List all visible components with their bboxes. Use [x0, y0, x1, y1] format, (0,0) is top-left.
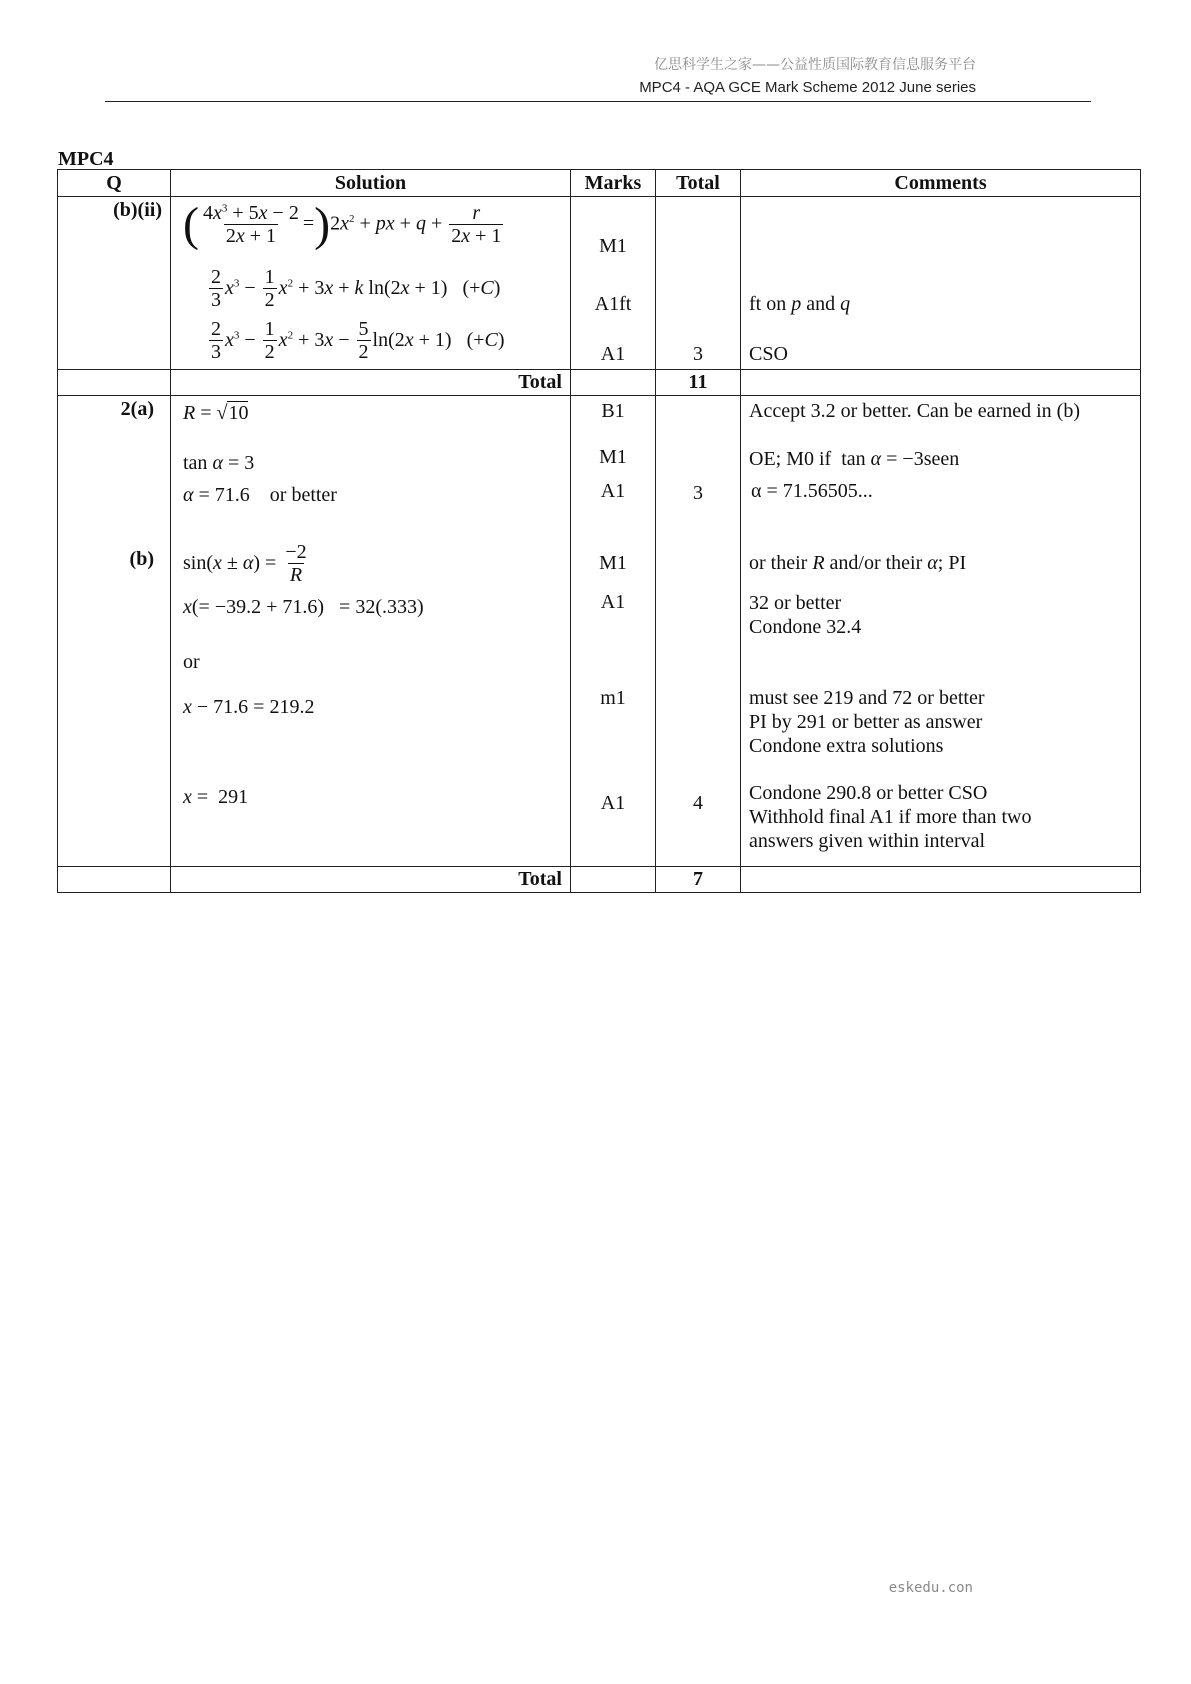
solution-cell [171, 197, 571, 370]
table-row [58, 396, 1141, 867]
section-label: MPC4 [58, 148, 114, 170]
solution-cell [171, 396, 571, 867]
mark-value: A1 [600, 591, 626, 613]
solution-line: α = 71.6 or better [183, 484, 337, 506]
comment-text: Withhold final A1 if more than two [749, 806, 1032, 828]
mark-value: A1 [600, 343, 626, 365]
total-row [58, 867, 1141, 893]
mark-scheme-table [57, 169, 1141, 893]
solution-line: x = 291 [183, 786, 249, 808]
comment-text: CSO [749, 343, 788, 365]
col-header-total: Total [656, 170, 741, 197]
comment-text: ft on p and q [749, 293, 851, 315]
comment-text: Condone 32.4 [749, 616, 862, 638]
document-title: MPC4 - AQA GCE Mark Scheme 2012 June series [639, 79, 976, 96]
comment-text: 32 or better [749, 592, 842, 614]
col-header-marks: Marks [571, 170, 656, 197]
total-sum: 11 [656, 370, 741, 396]
comment-part: α [927, 552, 938, 574]
solution-line: ( $\frac{4x^3 + 5x - 2}{2x + 1}$ $=)2x^2$ + px + q + $\frac{r}{2x + 1}$ [183, 198, 502, 251]
comment-text: α = 71.56505... [751, 480, 873, 502]
total-value: 3 [693, 482, 703, 504]
question-cell [58, 396, 171, 867]
solution-line: x(= −39.2 + 71.6) = 32(.333) [183, 596, 424, 618]
mark-value: M1 [599, 552, 627, 574]
header-row [58, 170, 1141, 197]
solution-line: R = √10 [183, 402, 249, 424]
comment-text [749, 552, 1140, 575]
col-header-comments: Comments [741, 170, 1141, 197]
marks-cell [571, 197, 656, 370]
table-row [58, 197, 1141, 370]
mark-value: A1 [600, 792, 626, 814]
mark-value: A1ft [594, 293, 632, 315]
footer-watermark: eskedu.con [888, 1580, 973, 1596]
solution-line: x − 71.6 = 219.2 [183, 696, 315, 718]
comment-text: Condone 290.8 or better CSO [749, 782, 988, 804]
comment-text: Condone extra solutions [749, 735, 944, 757]
comment-suffix: seen [923, 448, 960, 470]
question-label: (b) [129, 548, 154, 570]
solution-line: $\frac{2}{3}$ $x^3$ − $\frac{1}{2}$ $x^2 + 3x + k$ ln(2x + 1) (+C) [211, 266, 501, 311]
solution-line: tan α = 3 [183, 452, 255, 474]
total-cell [656, 197, 741, 370]
header-rule [105, 101, 1091, 102]
total-value: 3 [693, 343, 703, 365]
mark-value: A1 [600, 480, 626, 502]
comment-cell [741, 396, 1141, 867]
mark-value: M1 [599, 446, 627, 468]
question-cell [58, 197, 171, 370]
solution-line: sin(x ± α) = $\frac{-2}{R}$ [183, 541, 307, 586]
comment-text: OE; M0 if tan α = −3seen [749, 448, 960, 470]
comment-text: PI by 291 or better as answer [749, 711, 983, 733]
total-cell [656, 396, 741, 867]
col-header-q: Q [58, 170, 171, 197]
marks-cell [571, 396, 656, 867]
comment-text: must see 219 and 72 or better [749, 687, 985, 709]
col-header-solution: Solution [171, 170, 571, 197]
solution-or: or [183, 651, 200, 673]
comment-text: Accept 3.2 or better. Can be earned in (b) [749, 400, 1080, 422]
solution-line: $\frac{2}{3}$ $x^3$ − $\frac{1}{2}$ $x^2 + 3x$ − $\frac{5}{2}$ ln(2x + 1) (+C) [211, 318, 505, 363]
comment-part: or their [749, 552, 808, 574]
total-label: Total [171, 370, 571, 396]
total-value: 4 [693, 792, 703, 814]
comment-cell [741, 197, 1141, 370]
total-row [58, 370, 1141, 396]
mark-value: M1 [599, 235, 627, 257]
total-sum: 7 [656, 867, 741, 893]
mark-value: m1 [600, 687, 626, 709]
comment-text: answers given within interval [749, 830, 986, 852]
total-label: Total [171, 867, 571, 893]
question-label: (b)(ii) [113, 199, 162, 221]
comment-part: and/or their [829, 552, 923, 574]
watermark-text: 亿思科学生之家——公益性质国际教育信息服务平台 [654, 57, 976, 73]
or-better-text: or better [269, 484, 337, 506]
mark-value: B1 [601, 400, 625, 422]
comment-part: ; PI [937, 552, 967, 574]
question-label: 2(a) [120, 398, 154, 420]
comment-part: R [812, 552, 825, 574]
comment-prefix: OE; M0 if [749, 448, 832, 470]
